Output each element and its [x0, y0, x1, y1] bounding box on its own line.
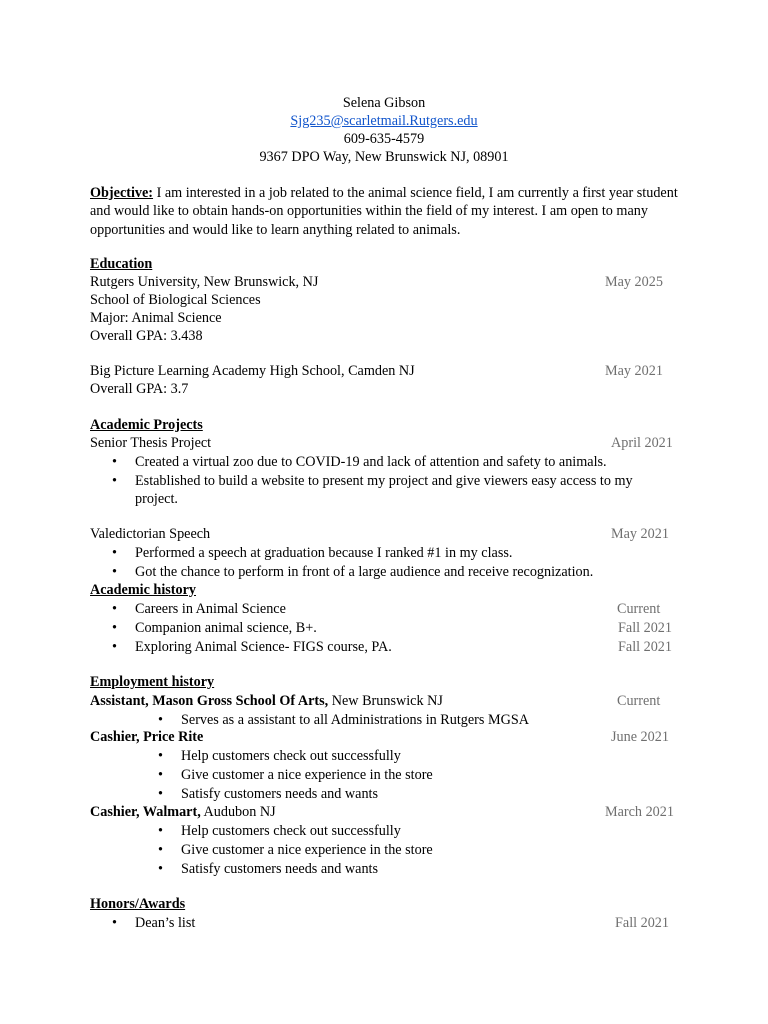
bullet-icon: • [158, 786, 163, 802]
bullet-icon: • [112, 564, 117, 580]
projects-heading: Academic Projects [90, 417, 203, 433]
job-bullet: Help customers check out successfully [181, 823, 401, 839]
email-link[interactable]: Sjg235@scarletmail.Rutgers.edu [290, 113, 478, 129]
job-date: March 2021 [605, 804, 674, 820]
job-bullet: Give customer a nice experience in the store [181, 842, 433, 858]
education-school: Big Picture Learning Academy High School, Camden NJ [90, 363, 415, 379]
honor-item: Dean’s list [135, 915, 196, 931]
project-bullet: Performed a speech at graduation because I ranked #1 in my class. [135, 545, 513, 561]
history-heading: Academic history [90, 582, 196, 598]
bullet-icon: • [158, 823, 163, 839]
education-detail: School of Biological Sciences [90, 292, 261, 308]
job-title: Cashier, Walmart, [90, 804, 201, 820]
bullet-icon: • [158, 748, 163, 764]
phone-number: 609-635-4579 [343, 131, 425, 147]
project-bullet: Got the chance to perform in front of a large audience and receive recognization. [135, 564, 594, 580]
address: 9367 DPO Way, New Brunswick NJ, 08901 [259, 149, 509, 165]
history-item: Exploring Animal Science- FIGS course, PA. [135, 639, 392, 655]
education-detail: Overall GPA: 3.438 [90, 328, 203, 344]
job-bullet: Satisfy customers needs and wants [181, 786, 379, 802]
objective-label: Objective: [90, 185, 154, 201]
history-date: Fall 2021 [618, 620, 672, 636]
project-title: Valedictorian Speech [90, 526, 211, 542]
job-title-line [90, 803, 276, 821]
bullet-icon: • [158, 861, 163, 877]
job-location: Audubon NJ [200, 804, 276, 820]
job-date: Current [617, 693, 661, 709]
job-bullet: Satisfy customers needs and wants [181, 861, 379, 877]
education-detail: Major: Animal Science [90, 310, 222, 326]
bullet-icon: • [112, 639, 117, 655]
objective-paragraph [90, 184, 690, 239]
education-detail: Overall GPA: 3.7 [90, 381, 189, 397]
bullet-icon: • [112, 473, 117, 489]
bullet-icon: • [158, 767, 163, 783]
bullet-icon: • [112, 454, 117, 470]
history-item: Companion animal science, B+. [135, 620, 317, 636]
job-date: June 2021 [611, 729, 669, 745]
objective-text: I am interested in a job related to the animal science field, I am currently a first year student and would like to obtain hands-on opportunities within the field of my interest. I am open to many opportunities and would like to learn anything related to animals. [90, 185, 678, 238]
project-date: May 2021 [611, 526, 669, 542]
project-title: Senior Thesis Project [90, 435, 212, 451]
job-bullet: Help customers check out successfully [181, 748, 401, 764]
bullet-icon: • [112, 545, 117, 561]
education-heading: Education [90, 256, 153, 272]
project-bullet: Established to build a website to present my project and give viewers easy access to my project. [135, 473, 633, 508]
history-date: Fall 2021 [618, 639, 672, 655]
applicant-name: Selena Gibson [342, 95, 426, 111]
honor-date: Fall 2021 [615, 915, 669, 931]
project-bullet: Created a virtual zoo due to COVID-19 and lack of attention and safety to animals. [135, 454, 607, 470]
project-date: April 2021 [611, 435, 673, 451]
history-date: Current [617, 601, 661, 617]
job-location: New Brunswick NJ [328, 693, 443, 709]
history-item: Careers in Animal Science [135, 601, 286, 617]
email-link-wrapper [0, 112, 768, 130]
bullet-icon: • [158, 712, 163, 728]
education-school: Rutgers University, New Brunswick, NJ [90, 274, 319, 290]
bullet-icon: • [158, 842, 163, 858]
job-title: Cashier, Price Rite [90, 729, 204, 745]
education-date: May 2025 [605, 274, 663, 290]
bullet-icon: • [112, 601, 117, 617]
job-title-line [90, 728, 203, 746]
job-title-line [90, 692, 443, 710]
job-bullet: Serves as a assistant to all Administrations in Rutgers MGSA [181, 712, 529, 728]
employment-heading: Employment history [90, 674, 215, 690]
job-bullet: Give customer a nice experience in the store [181, 767, 433, 783]
bullet-icon: • [112, 915, 117, 931]
bullet-icon: • [112, 620, 117, 636]
job-title: Assistant, Mason Gross School Of Arts, [90, 693, 329, 709]
education-date: May 2021 [605, 363, 663, 379]
honors-heading: Honors/Awards [90, 896, 186, 912]
